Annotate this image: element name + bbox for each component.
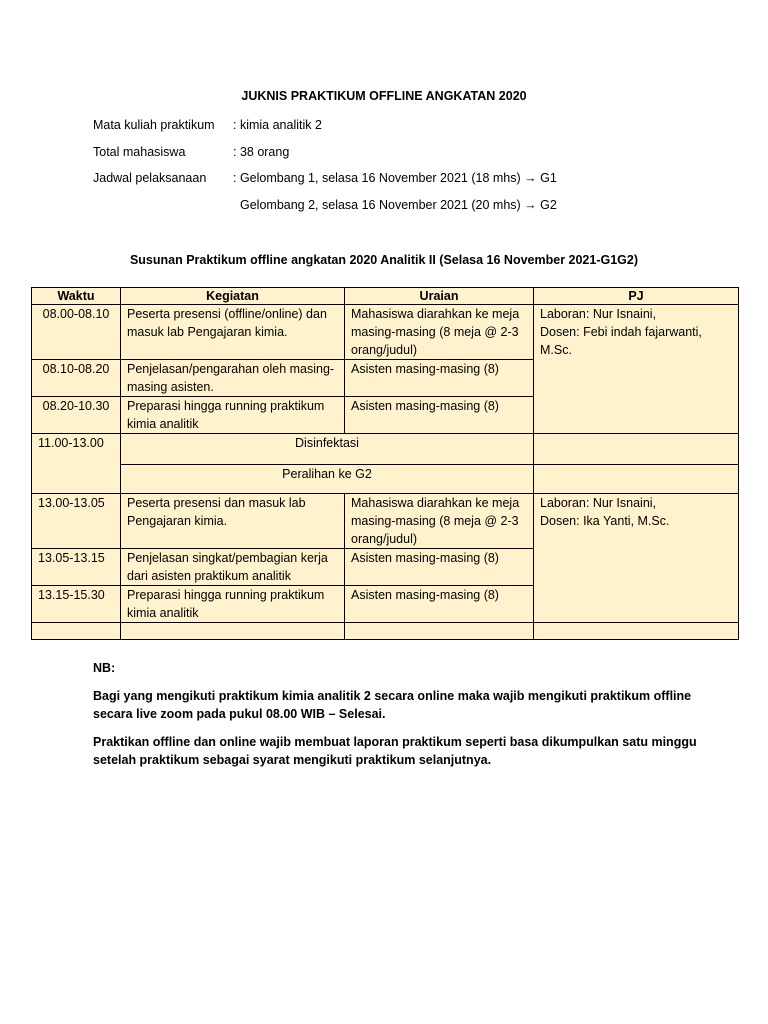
info-value: : kimia analitik 2 bbox=[233, 118, 322, 132]
pj-dosen: Dosen: Ika Yanti, M.Sc. bbox=[540, 514, 670, 528]
table-header-row bbox=[32, 288, 739, 305]
info-label: Mata kuliah praktikum bbox=[93, 118, 215, 132]
cell-empty bbox=[121, 623, 345, 640]
cell-waktu: 13.00-13.05 bbox=[32, 494, 121, 549]
cell-pj-g1 bbox=[534, 305, 739, 434]
info-value: : Gelombang 1, selasa 16 November 2021 (18 mhs) → G1 bbox=[233, 171, 557, 185]
cell-kegiatan: Peserta presensi (offline/online) dan masuk lab Pengajaran kimia. bbox=[121, 305, 345, 360]
info-schedule-continuation: Gelombang 2, selasa 16 November 2021 (20 mhs) → G2 bbox=[240, 198, 557, 212]
header-waktu: Waktu bbox=[32, 288, 121, 305]
info-label: Total mahasiswa bbox=[93, 145, 186, 159]
table-row bbox=[32, 494, 739, 549]
cell-empty bbox=[534, 434, 739, 465]
pj-laboran: Laboran: Nur Isnaini, bbox=[540, 307, 657, 321]
cell-empty bbox=[534, 465, 739, 494]
header-kegiatan: Kegiatan bbox=[121, 288, 345, 305]
cell-uraian: Mahasiswa diarahkan ke meja masing-masing (8 meja @ 2-3 orang/judul) bbox=[345, 494, 534, 549]
cell-pj-g2 bbox=[534, 494, 739, 623]
cell-empty bbox=[32, 623, 121, 640]
info-students bbox=[93, 145, 289, 159]
pj-dosen: Dosen: Febi indah fajarwanti, bbox=[540, 325, 702, 339]
cell-uraian: Mahasiswa diarahkan ke meja masing-masing (8 meja @ 2-3 orang/judul) bbox=[345, 305, 534, 360]
cell-break-time: 11.00-13.00 bbox=[32, 434, 121, 494]
cell-waktu: 08.00-08.10 bbox=[32, 305, 121, 360]
cell-waktu: 13.15-15.30 bbox=[32, 586, 121, 623]
pj-dosen-title: M.Sc. bbox=[540, 343, 572, 357]
table-row-empty bbox=[32, 623, 739, 640]
document-title: JUKNIS PRAKTIKUM OFFLINE ANGKATAN 2020 bbox=[241, 89, 527, 103]
cell-peralihan: Peralihan ke G2 bbox=[121, 465, 534, 494]
nb-paragraph-report: Praktikan offline dan online wajib membuat laporan praktikum seperti basa dikumpulkan satu minggu setelah praktikum sebagai syarat mengikuti praktikum selanjutnya. bbox=[93, 735, 697, 767]
cell-uraian: Asisten masing-masing (8) bbox=[345, 586, 534, 623]
header-pj: PJ bbox=[534, 288, 739, 305]
cell-kegiatan: Peserta presensi dan masuk lab Pengajaran kimia. bbox=[121, 494, 345, 549]
cell-uraian: Asisten masing-masing (8) bbox=[345, 397, 534, 434]
info-value: : 38 orang bbox=[233, 145, 290, 159]
cell-waktu: 13.05-13.15 bbox=[32, 549, 121, 586]
cell-uraian: Asisten masing-masing (8) bbox=[345, 549, 534, 586]
pj-laboran: Laboran: Nur Isnaini, bbox=[540, 496, 657, 510]
header-uraian: Uraian bbox=[345, 288, 534, 305]
table-row-break bbox=[32, 434, 739, 465]
cell-kegiatan: Preparasi hingga running praktikum kimia analitik bbox=[121, 397, 345, 434]
cell-kegiatan: Penjelasan singkat/pembagian kerja dari asisten praktikum analitik bbox=[121, 549, 345, 586]
info-schedule bbox=[93, 171, 557, 185]
info-course bbox=[93, 118, 322, 132]
table-row-break bbox=[32, 465, 739, 494]
schedule-subtitle: Susunan Praktikum offline angkatan 2020 Analitik II (Selasa 16 November 2021-G1G2) bbox=[129, 253, 639, 267]
cell-waktu: 08.10-08.20 bbox=[32, 360, 121, 397]
schedule-table bbox=[31, 287, 739, 640]
cell-kegiatan: Preparasi hingga running praktikum kimia analitik bbox=[121, 586, 345, 623]
cell-waktu: 08.20-10.30 bbox=[32, 397, 121, 434]
cell-empty bbox=[345, 623, 534, 640]
info-label: Jadwal pelaksanaan bbox=[93, 171, 207, 185]
table-row bbox=[32, 305, 739, 360]
cell-empty bbox=[534, 623, 739, 640]
nb-paragraph-online: Bagi yang mengikuti praktikum kimia analitik 2 secara online maka wajib mengikuti praktikum offline secara live zoom pada pukul 08.00 WIB – Selesai. bbox=[93, 689, 692, 721]
cell-disinfektasi: Disinfektasi bbox=[121, 434, 534, 465]
cell-kegiatan: Penjelasan/pengarahan oleh masing-masing asisten. bbox=[121, 360, 345, 397]
nb-label: NB: bbox=[93, 661, 116, 675]
cell-uraian: Asisten masing-masing (8) bbox=[345, 360, 534, 397]
